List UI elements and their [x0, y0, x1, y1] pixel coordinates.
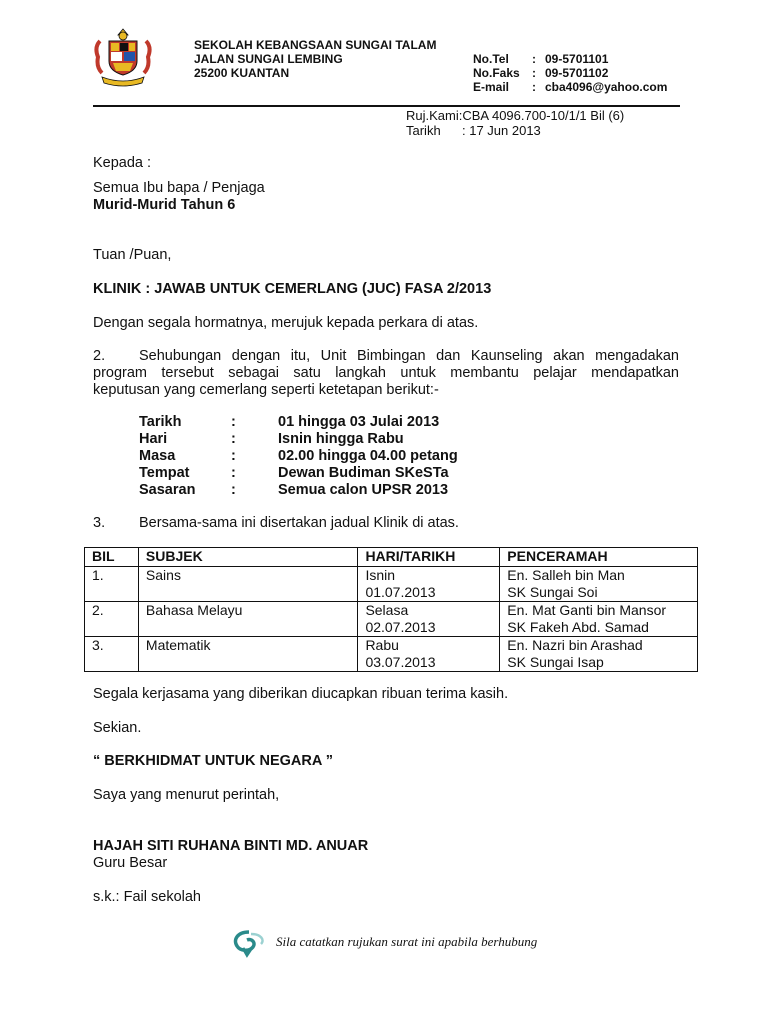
speaker-school: SK Sungai Soi	[507, 584, 598, 600]
subject-cell: Sains	[138, 567, 358, 602]
paragraph-3-number: 3.	[93, 515, 106, 531]
paragraph-3-text: Bersama-sama ini disertakan jadual Klinik di atas.	[139, 515, 459, 531]
cc-line: s.k.: Fail sekolah	[93, 889, 201, 905]
motto-text: “ BERKHIDMAT UNTUK NEGARA ”	[93, 753, 334, 769]
table-row	[85, 637, 698, 672]
thanks-text: Segala kerjasama yang diberikan diucapkan ribuan terima kasih.	[93, 686, 509, 702]
column-header: PENCERAMAH	[500, 548, 698, 567]
address-line-2: 25200 KUANTAN	[194, 66, 290, 80]
speaker-name: En. Mat Ganti bin Mansor	[507, 602, 667, 618]
speaker-name: En. Nazri bin Arashad	[507, 637, 643, 653]
reference-number: Ruj.Kami:CBA 4096.700-10/1/1 Bil (6)	[406, 108, 625, 123]
kepada-label: Kepada :	[93, 155, 152, 171]
recipient-line-1: Semua Ibu bapa / Penjaga	[93, 180, 265, 196]
signatory-title: Guru Besar	[93, 855, 168, 871]
paragraph-2-number: 2.	[93, 348, 106, 364]
tel-value: 09-5701101	[545, 52, 609, 66]
table-row	[85, 602, 698, 637]
paragraph-2-line-2: program tersebut sebagai satu langkah untuk membantu pelajar mendapatkan	[93, 365, 679, 381]
detail-value: 02.00 hingga 04.00 petang	[278, 448, 458, 464]
subject-cell: Matematik	[138, 637, 358, 672]
email-sep: :	[532, 80, 536, 94]
reference-date-label: Tarikh	[406, 123, 441, 138]
email-label: E-mail	[473, 80, 510, 94]
email-value[interactable]: cba4096@yahoo.com	[545, 80, 668, 94]
table-header-row	[85, 548, 698, 567]
fax-value: 09-5701102	[545, 66, 609, 80]
perintah-text: Saya yang menurut perintah,	[93, 787, 280, 803]
salutation: Tuan /Puan,	[93, 247, 172, 263]
detail-label: Masa	[139, 448, 176, 464]
bil-cell: 3.	[85, 637, 139, 672]
detail-label: Sasaran	[139, 482, 196, 498]
detail-separator: :	[231, 448, 236, 464]
letter-subject: KLINIK : JAWAB UNTUK CEMERLANG (JUC) FASA 2/2013	[93, 281, 492, 297]
signatory-name: HAJAH SITI RUHANA BINTI MD. ANUAR	[93, 838, 369, 854]
swirl-logo-icon	[229, 928, 269, 958]
detail-value: Dewan Budiman SKeSTa	[278, 465, 449, 481]
bil-cell: 2.	[85, 602, 139, 637]
address-line-1: JALAN SUNGAI LEMBING	[194, 52, 343, 66]
date-cell	[358, 602, 500, 637]
speaker-name: En. Salleh bin Man	[507, 567, 625, 583]
speaker-cell	[500, 637, 698, 672]
subject-cell: Bahasa Melayu	[138, 602, 358, 637]
date-cell	[358, 567, 500, 602]
reference-date-value: : 17 Jun 2013	[462, 123, 541, 138]
date-text: 01.07.2013	[365, 584, 436, 600]
table-row	[85, 567, 698, 602]
letterhead-divider	[93, 105, 680, 107]
detail-value: 01 hingga 03 Julai 2013	[278, 414, 440, 430]
bil-cell: 1.	[85, 567, 139, 602]
speaker-cell	[500, 567, 698, 602]
detail-separator: :	[231, 465, 236, 481]
detail-label: Hari	[139, 431, 168, 447]
date-text: 03.07.2013	[365, 654, 436, 670]
tel-sep: :	[532, 52, 536, 66]
recipient-line-2: Murid-Murid Tahun 6	[93, 197, 236, 213]
paragraph-2-line-1: Sehubungan dengan itu, Unit Bimbingan dan Kaunseling akan mengadakan	[139, 348, 679, 364]
speaker-school: SK Fakeh Abd. Samad	[507, 619, 649, 635]
paragraph-2-line-3: keputusan yang cemerlang seperti ketetapan berikut:-	[93, 382, 439, 398]
day-text: Isnin	[365, 567, 396, 583]
detail-separator: :	[231, 482, 236, 498]
detail-separator: :	[231, 414, 236, 430]
footer-note: Sila catatkan rujukan surat ini apabila berhubung	[276, 934, 538, 949]
speaker-school: SK Sungai Isap	[507, 654, 604, 670]
paragraph-1: Dengan segala hormatnya, merujuk kepada perkara di atas.	[93, 315, 479, 331]
column-header: BIL	[85, 548, 139, 567]
detail-separator: :	[231, 431, 236, 447]
day-text: Selasa	[365, 602, 409, 618]
detail-label: Tempat	[139, 465, 190, 481]
detail-value: Isnin hingga Rabu	[278, 431, 404, 447]
date-text: 02.07.2013	[365, 619, 436, 635]
column-header: SUBJEK	[138, 548, 358, 567]
fax-label: No.Faks	[473, 66, 520, 80]
date-cell	[358, 637, 500, 672]
speaker-cell	[500, 602, 698, 637]
detail-value: Semua calon UPSR 2013	[278, 482, 449, 498]
column-header: HARI/TARIKH	[358, 548, 500, 567]
school-name: SEKOLAH KEBANGSAAN SUNGAI TALAM	[194, 38, 437, 52]
day-text: Rabu	[365, 637, 399, 653]
tel-label: No.Tel	[473, 52, 509, 66]
schedule-table	[84, 547, 698, 672]
detail-label: Tarikh	[139, 414, 182, 430]
coat-of-arms-logo	[92, 27, 154, 87]
fax-sep: :	[532, 66, 536, 80]
sekian-text: Sekian.	[93, 720, 142, 736]
